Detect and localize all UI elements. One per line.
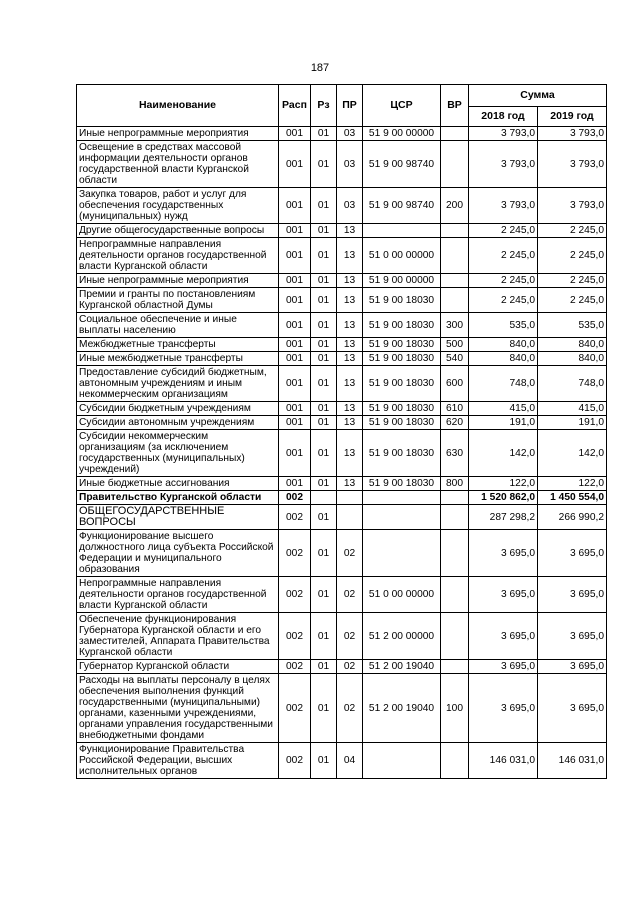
cell-rasp: 002 — [279, 613, 311, 660]
cell-rz: 01 — [311, 188, 337, 224]
cell-y2018: 840,0 — [469, 338, 538, 352]
cell-pr: 13 — [337, 402, 363, 416]
cell-rz: 01 — [311, 416, 337, 430]
cell-y2018: 142,0 — [469, 430, 538, 477]
cell-rasp: 001 — [279, 402, 311, 416]
cell-pr: 02 — [337, 577, 363, 613]
cell-vr: 800 — [441, 477, 469, 491]
cell-pr: 13 — [337, 224, 363, 238]
cell-pr — [337, 505, 363, 530]
cell-rz: 01 — [311, 743, 337, 779]
cell-csr: 51 9 00 18030 — [363, 402, 441, 416]
cell-rasp: 001 — [279, 224, 311, 238]
cell-y2019: 3 793,0 — [538, 127, 607, 141]
header-rz: Рз — [311, 85, 337, 127]
table-row — [77, 430, 607, 477]
cell-rasp: 002 — [279, 660, 311, 674]
cell-name: Премии и гранты по постановлениям Курганской областной Думы — [77, 288, 279, 313]
cell-vr — [441, 274, 469, 288]
header-pr: ПР — [337, 85, 363, 127]
cell-name: Иные непрограммные мероприятия — [77, 127, 279, 141]
cell-name: Расходы на выплаты персоналу в целях обеспечения выполнения функций государственными (муниципальными) органами, казенными учреждениями, органами управления государственными внебюджетными фондами — [77, 674, 279, 743]
cell-y2018: 3 695,0 — [469, 530, 538, 577]
cell-name: Социальное обеспечение и иные выплаты населению — [77, 313, 279, 338]
cell-vr: 540 — [441, 352, 469, 366]
cell-y2019: 840,0 — [538, 352, 607, 366]
cell-csr: 51 9 00 00000 — [363, 127, 441, 141]
cell-rasp: 001 — [279, 430, 311, 477]
cell-csr — [363, 530, 441, 577]
table-row — [77, 491, 607, 505]
cell-rasp: 001 — [279, 416, 311, 430]
cell-rasp: 001 — [279, 127, 311, 141]
cell-y2018: 415,0 — [469, 402, 538, 416]
cell-csr: 51 9 00 18030 — [363, 430, 441, 477]
cell-y2018: 3 793,0 — [469, 141, 538, 188]
cell-y2018: 2 245,0 — [469, 274, 538, 288]
cell-name: ОБЩЕГОСУДАРСТВЕННЫЕ ВОПРОСЫ — [77, 505, 279, 530]
table-row — [77, 274, 607, 288]
cell-rz: 01 — [311, 338, 337, 352]
cell-vr: 630 — [441, 430, 469, 477]
cell-pr: 13 — [337, 416, 363, 430]
cell-name: Иные бюджетные ассигнования — [77, 477, 279, 491]
cell-y2019: 1 450 554,0 — [538, 491, 607, 505]
cell-y2019: 2 245,0 — [538, 274, 607, 288]
cell-rasp: 002 — [279, 491, 311, 505]
cell-csr: 51 0 00 00000 — [363, 238, 441, 274]
cell-rz: 01 — [311, 674, 337, 743]
cell-pr: 13 — [337, 477, 363, 491]
table-row — [77, 141, 607, 188]
cell-rz: 01 — [311, 577, 337, 613]
cell-rz: 01 — [311, 352, 337, 366]
cell-name: Непрограммные направления деятельности органов государственной власти Курганской области — [77, 577, 279, 613]
cell-y2018: 3 695,0 — [469, 674, 538, 743]
cell-name: Другие общегосударственные вопросы — [77, 224, 279, 238]
header-csr: ЦСР — [363, 85, 441, 127]
cell-rasp: 001 — [279, 366, 311, 402]
cell-y2018: 840,0 — [469, 352, 538, 366]
cell-rasp: 002 — [279, 530, 311, 577]
header-2019: 2019 год — [538, 107, 607, 127]
cell-y2019: 122,0 — [538, 477, 607, 491]
header-rasp: Расп — [279, 85, 311, 127]
cell-rz: 01 — [311, 274, 337, 288]
cell-rz: 01 — [311, 505, 337, 530]
cell-vr — [441, 613, 469, 660]
table-row — [77, 477, 607, 491]
table-row — [77, 674, 607, 743]
cell-pr: 03 — [337, 127, 363, 141]
header-vr: ВР — [441, 85, 469, 127]
cell-rasp: 001 — [279, 352, 311, 366]
cell-rz: 01 — [311, 660, 337, 674]
cell-csr: 51 9 00 18030 — [363, 366, 441, 402]
cell-vr — [441, 505, 469, 530]
cell-rasp: 001 — [279, 238, 311, 274]
cell-y2019: 3 695,0 — [538, 613, 607, 660]
cell-y2019: 3 695,0 — [538, 674, 607, 743]
cell-y2018: 3 793,0 — [469, 188, 538, 224]
cell-y2019: 3 695,0 — [538, 530, 607, 577]
cell-rasp: 001 — [279, 274, 311, 288]
cell-csr: 51 0 00 00000 — [363, 577, 441, 613]
cell-rasp: 001 — [279, 477, 311, 491]
table-row — [77, 402, 607, 416]
cell-pr: 03 — [337, 141, 363, 188]
cell-pr: 02 — [337, 613, 363, 660]
cell-name: Непрограммные направления деятельности органов государственной власти Курганской области — [77, 238, 279, 274]
cell-name: Предоставление субсидий бюджетным, автономным учреждениям и иным некоммерческим организациям — [77, 366, 279, 402]
cell-rasp: 002 — [279, 743, 311, 779]
cell-csr: 51 9 00 18030 — [363, 288, 441, 313]
cell-y2018: 1 520 862,0 — [469, 491, 538, 505]
cell-name: Иные межбюджетные трансферты — [77, 352, 279, 366]
cell-y2018: 287 298,2 — [469, 505, 538, 530]
table-row — [77, 577, 607, 613]
cell-name: Иные непрограммные мероприятия — [77, 274, 279, 288]
cell-csr: 51 2 00 19040 — [363, 674, 441, 743]
table-row — [77, 313, 607, 338]
cell-rz: 01 — [311, 430, 337, 477]
cell-csr: 51 9 00 18030 — [363, 477, 441, 491]
cell-y2019: 3 695,0 — [538, 660, 607, 674]
cell-csr: 51 9 00 18030 — [363, 416, 441, 430]
cell-pr: 02 — [337, 674, 363, 743]
cell-name: Субсидии автономным учреждениям — [77, 416, 279, 430]
cell-vr — [441, 577, 469, 613]
cell-pr — [337, 491, 363, 505]
cell-rz: 01 — [311, 313, 337, 338]
table-row — [77, 613, 607, 660]
cell-csr: 51 9 00 18030 — [363, 338, 441, 352]
cell-y2018: 748,0 — [469, 366, 538, 402]
cell-rz: 01 — [311, 288, 337, 313]
cell-name: Освещение в средствах массовой информации деятельности органов государственной власти Курганской области — [77, 141, 279, 188]
table-body — [77, 127, 607, 779]
cell-name: Обеспечение функционирования Губернатора Курганской области и его заместителей, Аппарата Правительства Курганской области — [77, 613, 279, 660]
cell-y2018: 122,0 — [469, 477, 538, 491]
cell-pr: 13 — [337, 288, 363, 313]
cell-y2019: 191,0 — [538, 416, 607, 430]
cell-y2019: 2 245,0 — [538, 288, 607, 313]
cell-csr: 51 9 00 18030 — [363, 352, 441, 366]
cell-pr: 02 — [337, 530, 363, 577]
cell-vr: 600 — [441, 366, 469, 402]
cell-name: Субсидии бюджетным учреждениям — [77, 402, 279, 416]
cell-y2019: 142,0 — [538, 430, 607, 477]
header-sum: Сумма — [469, 85, 607, 107]
cell-y2019: 3 793,0 — [538, 141, 607, 188]
cell-y2019: 3 695,0 — [538, 577, 607, 613]
table-row — [77, 188, 607, 224]
cell-vr: 500 — [441, 338, 469, 352]
cell-rasp: 001 — [279, 313, 311, 338]
cell-y2018: 535,0 — [469, 313, 538, 338]
cell-vr: 610 — [441, 402, 469, 416]
cell-name: Закупка товаров, работ и услуг для обеспечения государственных (муниципальных) нужд — [77, 188, 279, 224]
cell-pr: 13 — [337, 352, 363, 366]
cell-rz — [311, 491, 337, 505]
cell-y2019: 2 245,0 — [538, 224, 607, 238]
cell-vr — [441, 491, 469, 505]
cell-vr — [441, 238, 469, 274]
cell-csr: 51 2 00 00000 — [363, 613, 441, 660]
cell-csr — [363, 491, 441, 505]
cell-rasp: 001 — [279, 141, 311, 188]
cell-csr: 51 9 00 98740 — [363, 141, 441, 188]
table-row — [77, 338, 607, 352]
cell-csr: 51 9 00 98740 — [363, 188, 441, 224]
cell-pr: 13 — [337, 338, 363, 352]
cell-vr: 300 — [441, 313, 469, 338]
cell-csr — [363, 224, 441, 238]
cell-vr — [441, 288, 469, 313]
cell-rz: 01 — [311, 402, 337, 416]
cell-y2019: 266 990,2 — [538, 505, 607, 530]
table-row — [77, 288, 607, 313]
cell-csr — [363, 505, 441, 530]
cell-rz: 01 — [311, 530, 337, 577]
cell-rz: 01 — [311, 224, 337, 238]
cell-pr: 13 — [337, 274, 363, 288]
cell-rz: 01 — [311, 477, 337, 491]
table-row — [77, 530, 607, 577]
header-name: Наименование — [77, 85, 279, 127]
cell-rasp: 001 — [279, 188, 311, 224]
table-row — [77, 505, 607, 530]
cell-name: Губернатор Курганской области — [77, 660, 279, 674]
cell-y2018: 2 245,0 — [469, 288, 538, 313]
cell-y2018: 3 793,0 — [469, 127, 538, 141]
budget-table — [76, 84, 607, 779]
page-number: 187 — [310, 62, 330, 74]
cell-vr — [441, 224, 469, 238]
cell-y2019: 840,0 — [538, 338, 607, 352]
cell-y2018: 2 245,0 — [469, 238, 538, 274]
cell-vr — [441, 530, 469, 577]
cell-vr: 100 — [441, 674, 469, 743]
cell-name: Функционирование высшего должностного лица субъекта Российской Федерации и муниципального образования — [77, 530, 279, 577]
cell-rz: 01 — [311, 127, 337, 141]
cell-vr — [441, 127, 469, 141]
table-row — [77, 352, 607, 366]
table-row — [77, 416, 607, 430]
cell-y2018: 2 245,0 — [469, 224, 538, 238]
cell-vr — [441, 660, 469, 674]
cell-name: Функционирование Правительства Российской Федерации, высших исполнительных органов — [77, 743, 279, 779]
cell-pr: 13 — [337, 430, 363, 477]
cell-pr: 13 — [337, 313, 363, 338]
cell-pr: 13 — [337, 238, 363, 274]
table-row — [77, 238, 607, 274]
cell-y2018: 3 695,0 — [469, 577, 538, 613]
header-2018: 2018 год — [469, 107, 538, 127]
cell-vr — [441, 743, 469, 779]
table-row — [77, 127, 607, 141]
cell-pr: 13 — [337, 366, 363, 402]
cell-y2019: 146 031,0 — [538, 743, 607, 779]
cell-y2018: 146 031,0 — [469, 743, 538, 779]
cell-y2019: 3 793,0 — [538, 188, 607, 224]
cell-name: Межбюджетные трансферты — [77, 338, 279, 352]
table-row — [77, 660, 607, 674]
cell-rasp: 001 — [279, 338, 311, 352]
cell-y2019: 2 245,0 — [538, 238, 607, 274]
cell-y2018: 3 695,0 — [469, 613, 538, 660]
cell-y2019: 535,0 — [538, 313, 607, 338]
cell-csr: 51 2 00 19040 — [363, 660, 441, 674]
cell-y2019: 748,0 — [538, 366, 607, 402]
cell-rasp: 002 — [279, 577, 311, 613]
cell-y2018: 3 695,0 — [469, 660, 538, 674]
cell-rz: 01 — [311, 613, 337, 660]
cell-name: Субсидии некоммерческим организациям (за исключением государственных (муниципальных) учреждений) — [77, 430, 279, 477]
cell-vr: 620 — [441, 416, 469, 430]
cell-rasp: 001 — [279, 288, 311, 313]
cell-rz: 01 — [311, 141, 337, 188]
cell-y2018: 191,0 — [469, 416, 538, 430]
table-row — [77, 743, 607, 779]
cell-rasp: 002 — [279, 674, 311, 743]
cell-csr: 51 9 00 00000 — [363, 274, 441, 288]
cell-csr — [363, 743, 441, 779]
cell-pr: 03 — [337, 188, 363, 224]
cell-rasp: 002 — [279, 505, 311, 530]
table-row — [77, 224, 607, 238]
cell-y2019: 415,0 — [538, 402, 607, 416]
cell-name: Правительство Курганской области — [77, 491, 279, 505]
cell-vr: 200 — [441, 188, 469, 224]
cell-pr: 04 — [337, 743, 363, 779]
cell-rz: 01 — [311, 366, 337, 402]
cell-pr: 02 — [337, 660, 363, 674]
cell-csr: 51 9 00 18030 — [363, 313, 441, 338]
cell-vr — [441, 141, 469, 188]
table-row — [77, 366, 607, 402]
cell-rz: 01 — [311, 238, 337, 274]
